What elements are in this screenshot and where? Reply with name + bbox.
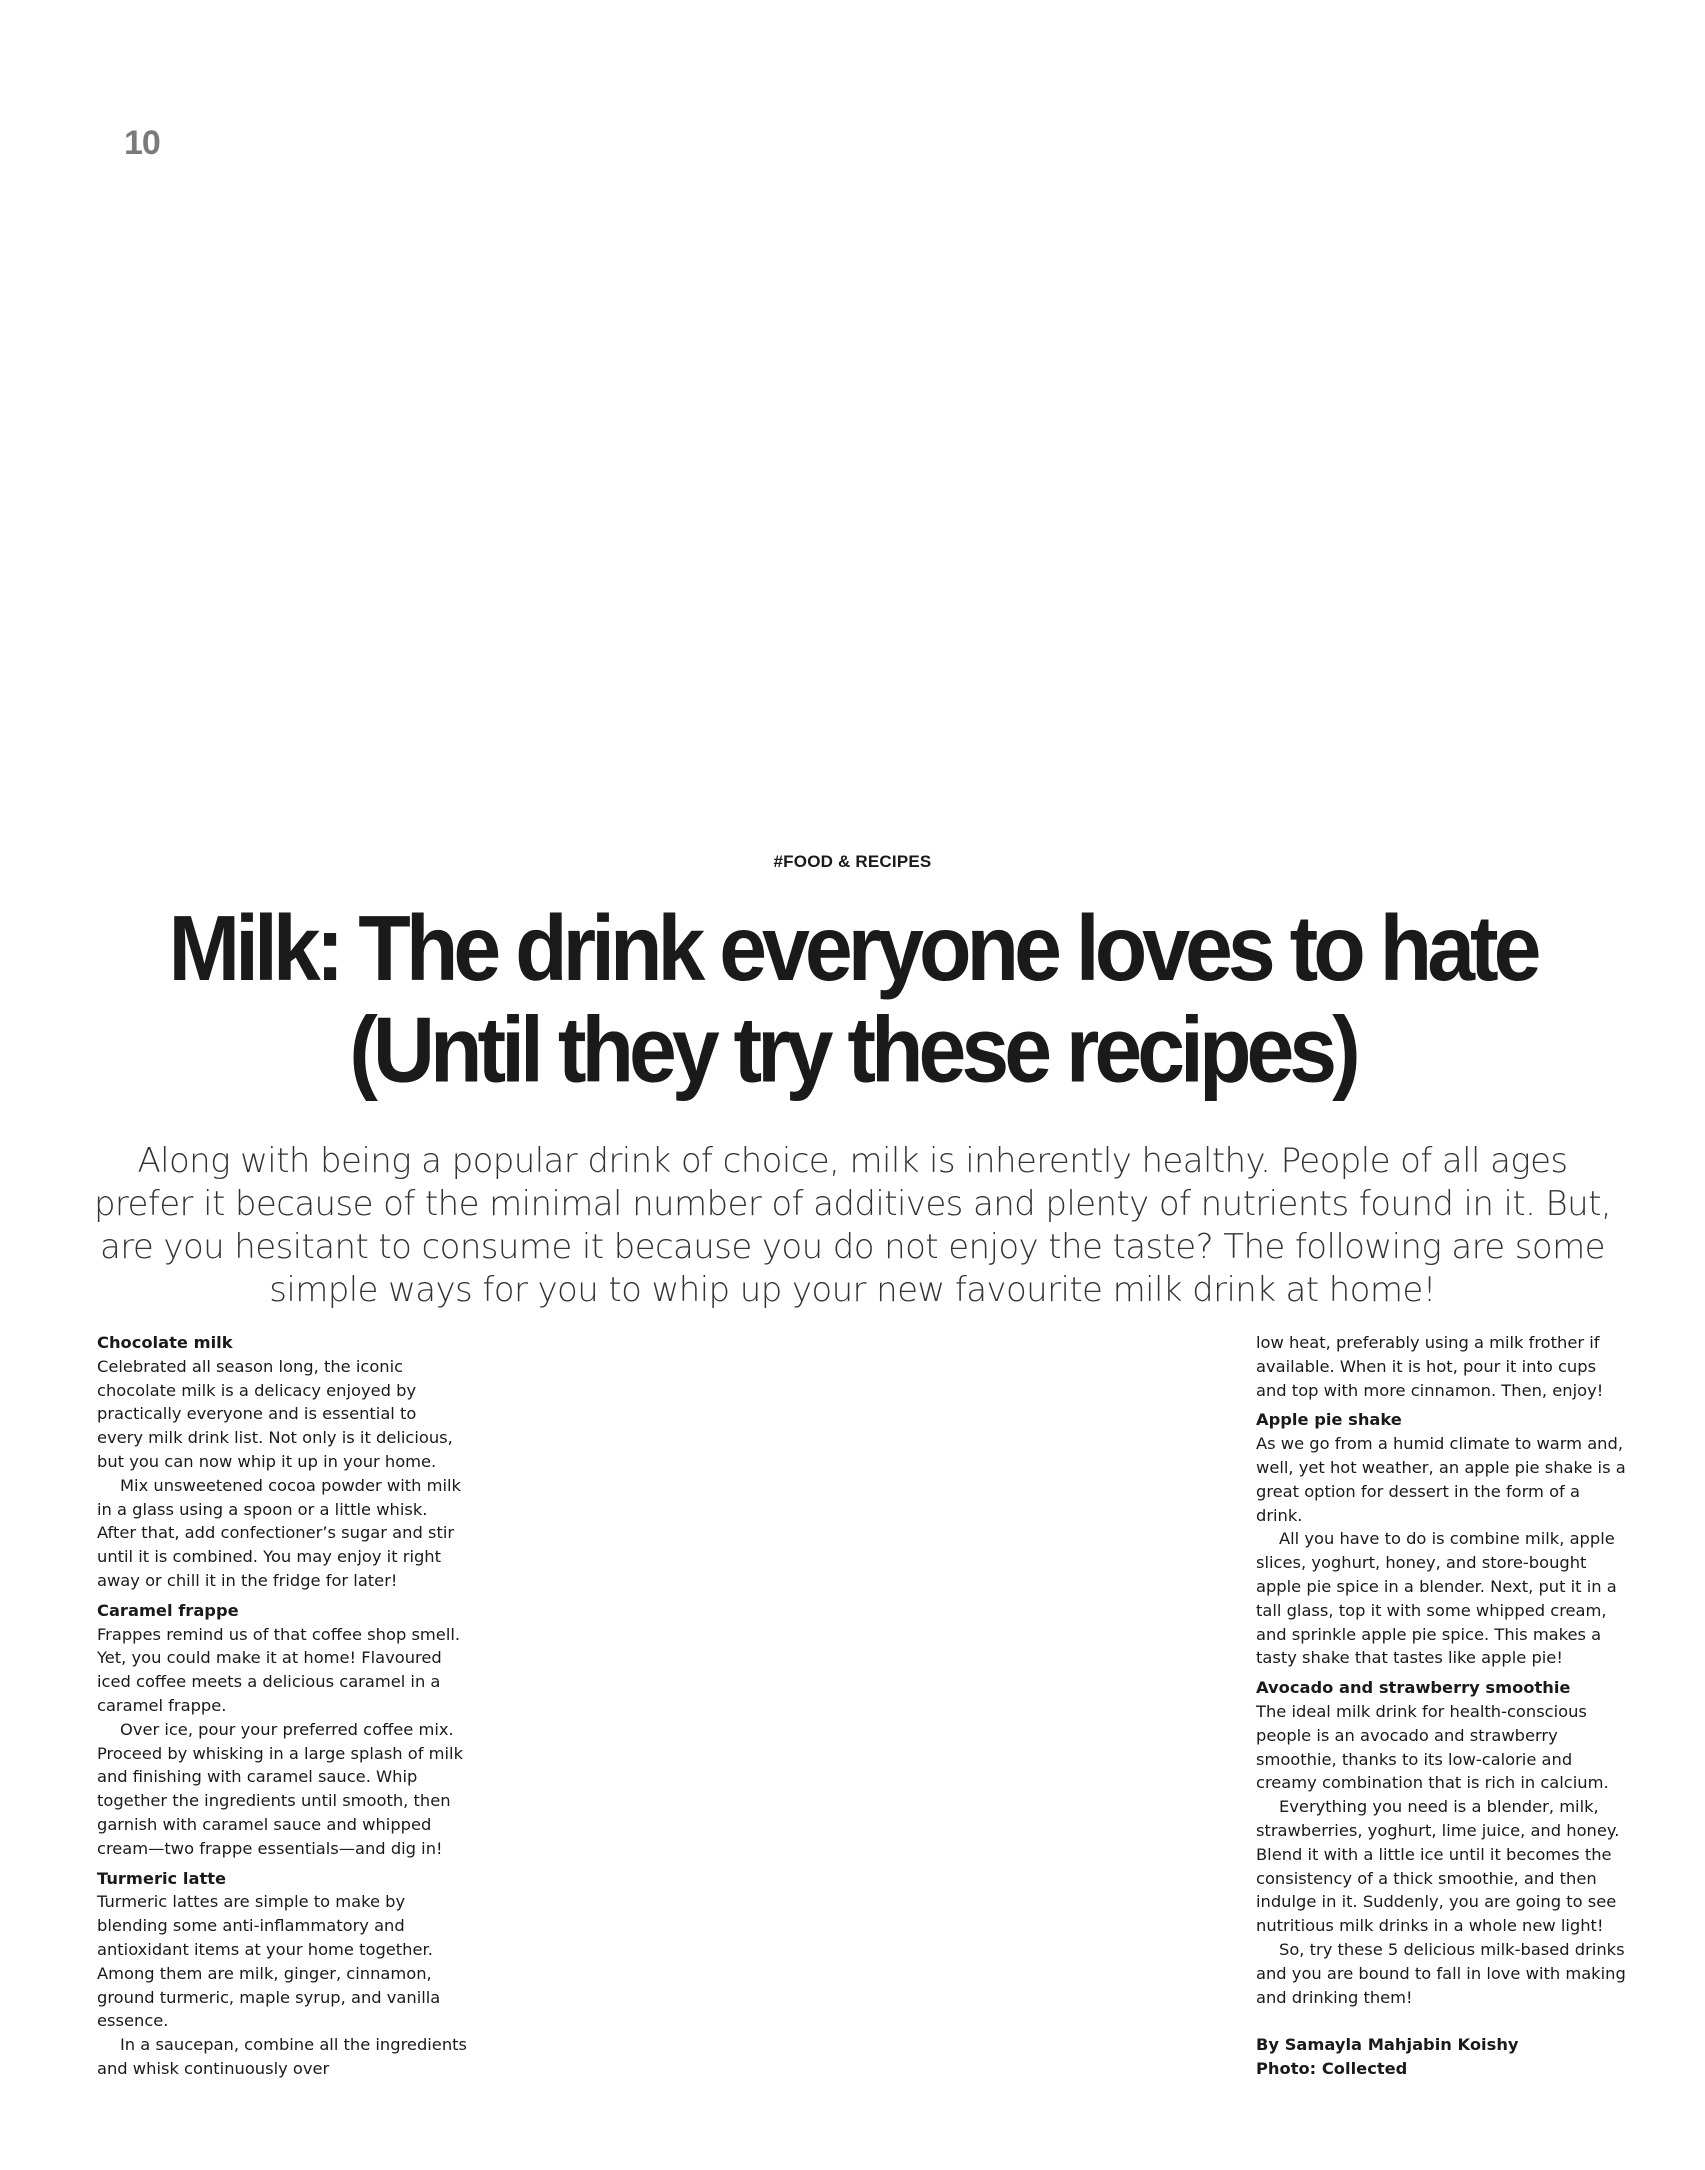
section-chocolate-milk — [97, 1331, 467, 1593]
author-credit: By Samayla Mahjabin Koishy — [1256, 2035, 1519, 2055]
section-heading: Apple pie shake — [1256, 1410, 1402, 1430]
body-paragraph: Turmeric lattes are simple to make by blending some anti-inflammatory and antioxidant items at your home together. Among them are milk, ginger, cinnamon, ground turmeric, maple syrup, and vanilla essence. — [97, 1892, 441, 2031]
section-heading: Chocolate milk — [97, 1333, 233, 1352]
section-caramel-frappe — [97, 1599, 467, 1861]
left-column — [97, 1331, 467, 2081]
headline-line-1: Milk: The drink everyone loves to hate — [168, 896, 1537, 1001]
section-apple-pie-shake — [1256, 1408, 1626, 1670]
body-paragraph: Everything you need is a blender, milk, strawberries, yoghurt, lime juice, and honey. Blend it with a little ice until it becomes the consistency of a thick smoothie, and then indulge in it. Suddenly, you are going to see nutritious milk drinks in a whole new light! — [1256, 1797, 1620, 1936]
headline — [60, 898, 1645, 1101]
section-turmeric-latte — [97, 1867, 467, 2081]
headline-line-2: (Until they try these recipes) — [349, 998, 1356, 1103]
section-kicker: #FOOD & RECIPES — [773, 852, 932, 871]
body-paragraph: So, try these 5 delicious milk-based drinks and you are bound to fall in love with making and drinking them! — [1256, 1939, 1626, 2007]
body-paragraph: The ideal milk drink for health-conscious people is an avocado and strawberry smoothie, thanks to its low-calorie and creamy combination that is rich in calcium. — [1256, 1701, 1609, 1793]
photo-credit: Photo: Collected — [1256, 2059, 1408, 2079]
body-paragraph: Celebrated all season long, the iconic chocolate milk is a delicacy enjoyed by practically everyone and is essential to every milk drink list. Not only is it delicious, but you can now whip it up in your home. — [97, 1356, 453, 1471]
body-paragraph: All you have to do is combine milk, apple slices, yoghurt, honey, and store-bought apple pie spice in a blender. Next, put it in a tall glass, top it with some whipped cream, and sprinkle apple pie spice. This makes a tasty shake that tastes like apple pie! — [1256, 1529, 1617, 1668]
photo-area — [0, 180, 1705, 820]
section-heading: Caramel frappe — [97, 1600, 239, 1620]
body-paragraph: In a saucepan, combine all the ingredients and whisk continuously over — [97, 2035, 468, 2078]
body-paragraph: As we go from a humid climate to warm and, well, yet hot weather, an apple pie shake is a great option for dessert in the form of a drink. — [1256, 1434, 1626, 1525]
page-number: 10 — [124, 124, 160, 162]
body-paragraph: Mix unsweetened cocoa powder with milk in a glass using a spoon or a little whisk. After that, add confectioner’s sugar and stir until it is combined. You may enjoy it right away or chill it in the fridge for later! — [97, 1475, 461, 1590]
body-paragraph: Frappes remind us of that coffee shop smell. Yet, you could make it at home! Flavoured iced coffee meets a delicious caramel in a caramel frappe. — [97, 1624, 461, 1715]
body-paragraph: Over ice, pour your preferred coffee mix. Proceed by whisking in a large splash of milk and finishing with caramel sauce. Whip together the ingredients until smooth, then garnish with caramel sauce and whipped cream—two frappe essentials—and dig in! — [97, 1719, 463, 1858]
section-heading: Turmeric latte — [97, 1868, 227, 1888]
byline — [1256, 2033, 1626, 2081]
section-heading: Avocado and strawberry smoothie — [1256, 1678, 1571, 1698]
standfirst: Along with being a popular drink of choice, milk is inherently healthy. People of all ages prefer it because of the minimal number of additives and plenty of nutrients found in it. But, are you hesitant to consume it because you do not enjoy the taste? The following are some simple ways for you to whip up your new favourite milk drink at home! — [93, 1141, 1612, 1310]
right-column — [1256, 1331, 1626, 2081]
section-avocado-smoothie — [1256, 1676, 1626, 2009]
body-paragraph: low heat, preferably using a milk frother if available. When it is hot, pour it into cups and top with more cinnamon. Then, enjoy! — [1256, 1333, 1604, 1400]
